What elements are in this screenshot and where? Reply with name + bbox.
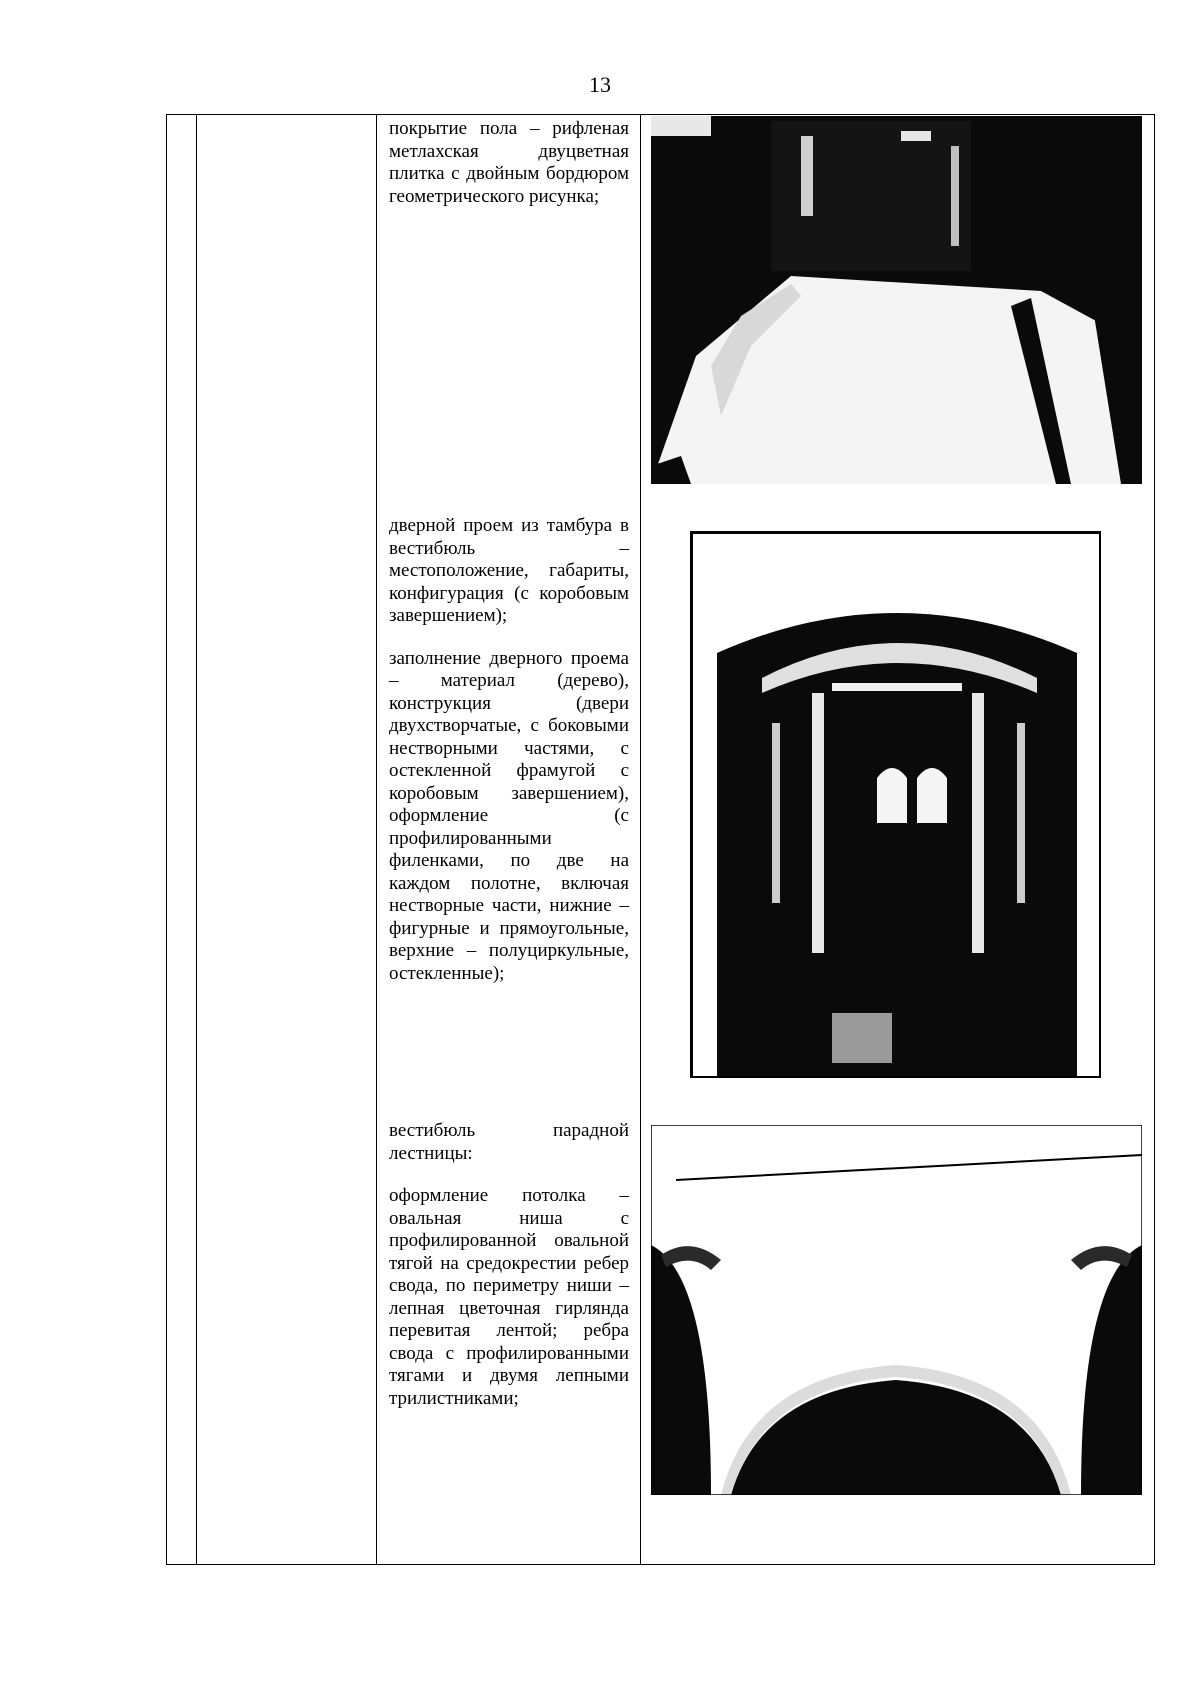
photo-floor-tiles: [651, 116, 1142, 484]
column-divider-3: [640, 114, 641, 1565]
photo-doorway: [690, 531, 1101, 1078]
row-2-paragraph-2: заполнение дверного проема – материал (дерево), конструкция (двери двухстворчатые, с боковыми нестворными частями, с остекленной фрамугой с коробовым завершением), оформление (с профилированными филенками, по две на каждом полотне, включая нестворные части, нижние – фигурные и прямоугольные, верхние – полуциркульные, остекленные);: [389, 647, 629, 984]
column-divider-2: [376, 114, 377, 1565]
photo-vault-ceiling: [651, 1125, 1142, 1495]
row-2-paragraph-1: дверной проем из тамбура в вестибюль – местоположение, габариты, конфигурация (с коробовым завершением);: [389, 515, 629, 626]
row-3-description: [389, 1120, 629, 1430]
row-2-description: [389, 515, 629, 1005]
row-1-paragraph-1: покрытие пола – рифленая метлахская двуцветная плитка с двойным бордюром геометрического рисунка;: [389, 118, 629, 207]
row-3-paragraph-2: оформление потолка – овальная ниша с профилированной овальной тягой на средокрестии ребер свода, по периметру ниши – лепная цветочная гирлянда перевитая лентой; ребра свода с профилированными тягами и двумя лепными трилистниками;: [389, 1185, 629, 1409]
page-number: 13: [589, 72, 611, 97]
row-3-paragraph-1: вестибюль парадной лестницы:: [389, 1120, 629, 1164]
column-divider-1: [196, 114, 197, 1565]
row-1-description: [389, 118, 629, 228]
